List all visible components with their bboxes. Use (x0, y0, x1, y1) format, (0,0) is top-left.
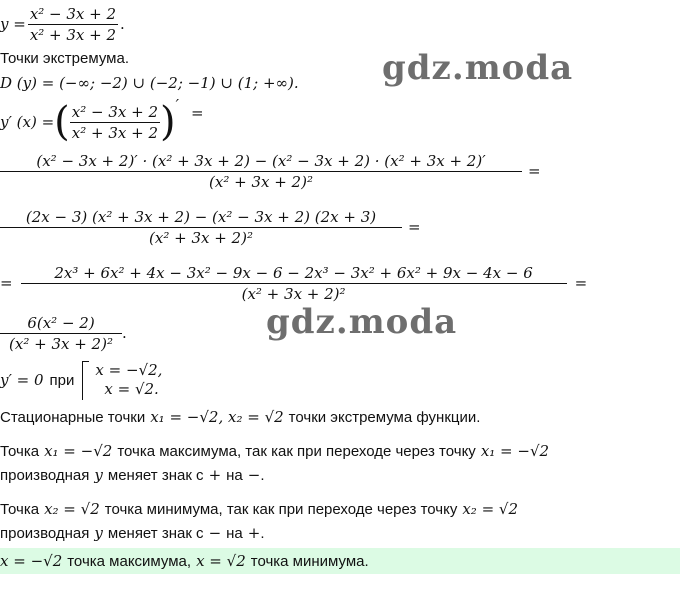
stationary-line (0, 406, 480, 428)
step3 (0, 258, 587, 308)
zero-word: при (49, 371, 75, 389)
point1-math-1: x₁ = −√2 (44, 442, 113, 460)
point2-math-1: x₂ = √2 (44, 500, 100, 518)
point1-text-2: точка максимума, так как при переходе через точку (117, 442, 476, 460)
derivative-fraction (70, 103, 160, 142)
point1-math-3: y (94, 466, 103, 484)
point2-math-4: − (208, 524, 222, 542)
watermark-top: gdz.moda (382, 48, 574, 88)
point1-text-3: производная (0, 466, 90, 484)
conclusion-text-1: точка максимума, (67, 552, 192, 570)
derivative-denominator: x² + 3x + 2 (71, 123, 158, 142)
case-1: x = −√2, (95, 361, 163, 379)
point2-line1 (0, 498, 518, 520)
step3-lead: = (0, 274, 13, 292)
step4-denominator: (x² + 3x + 2)² (9, 334, 113, 353)
point2-text-5: на (226, 524, 243, 542)
function-numerator: x² − 3x + 2 (29, 4, 117, 23)
stationary-text-1: Стационарные точки (0, 408, 146, 426)
point2-text-2: точка минимума, так как при переходе через точку (104, 500, 458, 518)
cases-bracket (82, 361, 89, 400)
step4-fraction (0, 314, 122, 353)
conclusion-math-2: x = √2 (196, 552, 246, 570)
zero-lhs: y′ = 0 (0, 371, 44, 389)
point1-line1 (0, 440, 549, 462)
point1-text-4: меняет знак с (107, 466, 204, 484)
point2-math-5: + (247, 524, 261, 542)
conclusion-math-1: x = −√2 (0, 552, 63, 570)
step1-fraction (0, 152, 522, 191)
point1-math-2: x₁ = −√2 (480, 442, 550, 460)
point2-text-3: производная (0, 524, 90, 542)
watermark-middle: gdz.moda (266, 302, 458, 342)
point1-math-4: + (208, 466, 222, 484)
step1-tail: = (528, 162, 541, 180)
step4-numerator: 6(x² − 2) (0, 314, 122, 334)
domain-line: D (y) = (−∞; −2) ∪ (−2; −1) ∪ (1; +∞). (0, 74, 299, 92)
function-tail: . (120, 15, 125, 33)
point2-text-1: Точка (0, 500, 40, 518)
function-denominator: x² + 3x + 2 (29, 25, 117, 44)
function-lhs: y = (0, 15, 26, 33)
point2-math-3: y (94, 524, 103, 542)
case-2: x = √2. (104, 380, 159, 398)
step1 (0, 146, 541, 196)
heading-extremum: Точки экстремума. (0, 49, 130, 67)
right-paren: ) (160, 99, 176, 145)
point1-text-6: . (260, 466, 265, 484)
step3-numerator: 2x³ + 6x² + 4x − 3x² − 9x − 6 − 2x³ − 3x² + 6x² + 9x − 4x − 6 (21, 264, 567, 284)
step2 (0, 202, 421, 252)
step2-fraction (0, 208, 402, 247)
point1-line2 (0, 464, 265, 486)
stationary-math: x₁ = −√2, x₂ = √2 (150, 408, 284, 426)
conclusion-text-2: точка минимума. (250, 552, 369, 570)
step2-tail: = (408, 218, 421, 236)
point1-text-1: Точка (0, 442, 40, 460)
stationary-text-2: точки экстремума функции. (288, 408, 481, 426)
function-definition (0, 2, 125, 46)
zero-condition (0, 358, 162, 402)
step3-denominator: (x² + 3x + 2)² (241, 284, 346, 303)
step1-numerator: (x² − 3x + 2)′ · (x² + 3x + 2) − (x² − 3x + 2) · (x² + 3x + 2)′ (0, 152, 522, 172)
point2-line2 (0, 522, 265, 544)
step3-fraction (21, 264, 567, 303)
step2-numerator: (2x − 3) (x² + 3x + 2) − (x² − 3x + 2) (2x + 3) (0, 208, 402, 228)
derivative-definition (0, 98, 204, 146)
point1-text-5: на (226, 466, 243, 484)
point1-math-5: − (247, 466, 261, 484)
point2-text-6: . (260, 524, 265, 542)
derivative-lhs: y′ (x) = (0, 113, 55, 131)
conclusion-line (0, 550, 369, 572)
step4 (0, 308, 127, 358)
point2-text-4: меняет знак с (107, 524, 204, 542)
point2-math-2: x₂ = √2 (462, 500, 519, 518)
cases (95, 361, 162, 399)
step3-tail: = (574, 274, 588, 292)
step1-denominator: (x² + 3x + 2)² (209, 172, 313, 191)
step2-denominator: (x² + 3x + 2)² (149, 228, 253, 247)
derivative-prime: ′ (175, 96, 180, 114)
left-paren: ( (54, 99, 70, 145)
derivative-numerator: x² − 3x + 2 (71, 102, 158, 121)
derivative-tail: = (191, 104, 204, 122)
function-fraction (28, 5, 118, 44)
step4-tail: . (122, 324, 127, 342)
